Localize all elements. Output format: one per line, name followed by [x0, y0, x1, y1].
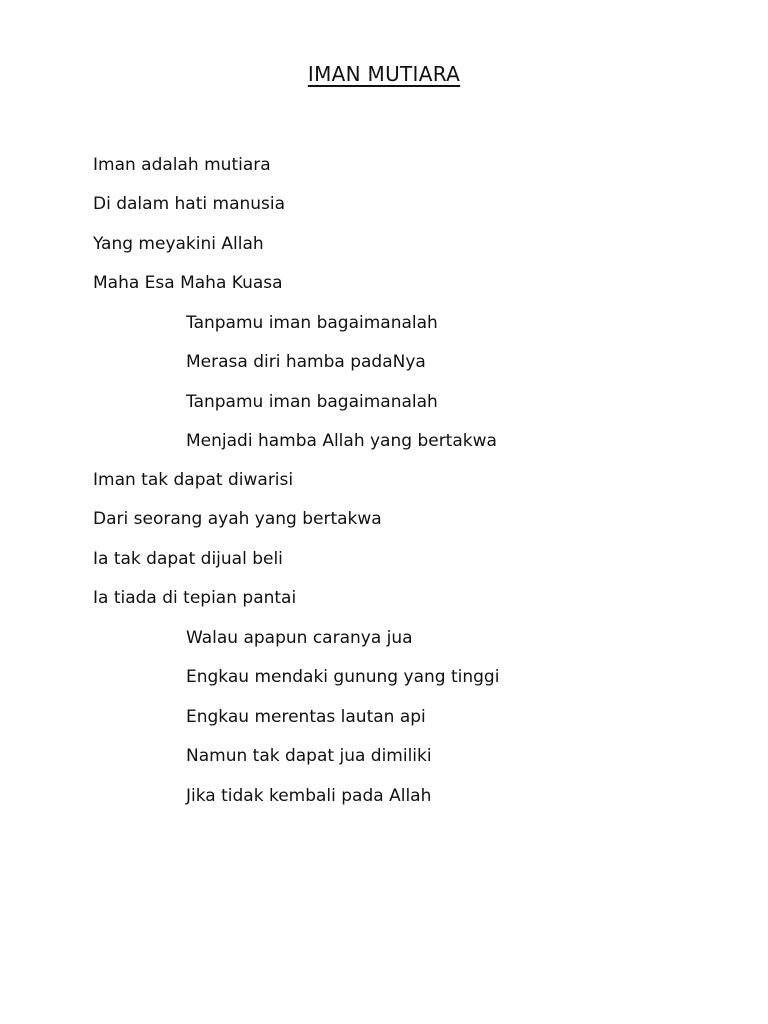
poem-line: Walau apapun caranya jua — [186, 628, 413, 648]
poem-line: Yang meyakini Allah — [93, 233, 264, 254]
poem-line: Merasa diri hamba padaNya — [186, 352, 426, 373]
poem-line: Menjadi hamba Allah yang bertakwa — [186, 431, 497, 452]
poem-line: Jika tidak kembali pada Allah — [186, 785, 432, 806]
poem-title-text: IMAN MUTIARA — [307, 62, 461, 86]
poem-line: Ia tiada di tepian pantai — [93, 588, 297, 609]
poem-line: Engkau mendaki gunung yang tinggi — [186, 667, 500, 688]
poem-line: Tanpamu iman bagaimanalah — [186, 313, 438, 333]
poem-line: Namun tak dapat jua dimiliki — [186, 746, 432, 767]
stanza-2 — [186, 304, 497, 462]
poem-line: Di dalam hati manusia — [93, 194, 286, 215]
poem-line: Maha Esa Maha Kuasa — [93, 273, 283, 294]
stanza-4 — [186, 619, 499, 816]
poem-line: Ia tak dapat dijual beli — [93, 548, 283, 569]
poem-line: Engkau merentas lautan api — [186, 706, 426, 727]
stanza-3 — [93, 461, 382, 619]
poem-line: Iman adalah mutiara — [93, 155, 271, 175]
poem-title — [0, 62, 768, 86]
poem-line: Iman tak dapat diwarisi — [93, 470, 294, 490]
stanza-1 — [93, 146, 285, 304]
poem-line: Dari seorang ayah yang bertakwa — [93, 509, 382, 530]
poem-line: Tanpamu iman bagaimanalah — [186, 391, 438, 412]
